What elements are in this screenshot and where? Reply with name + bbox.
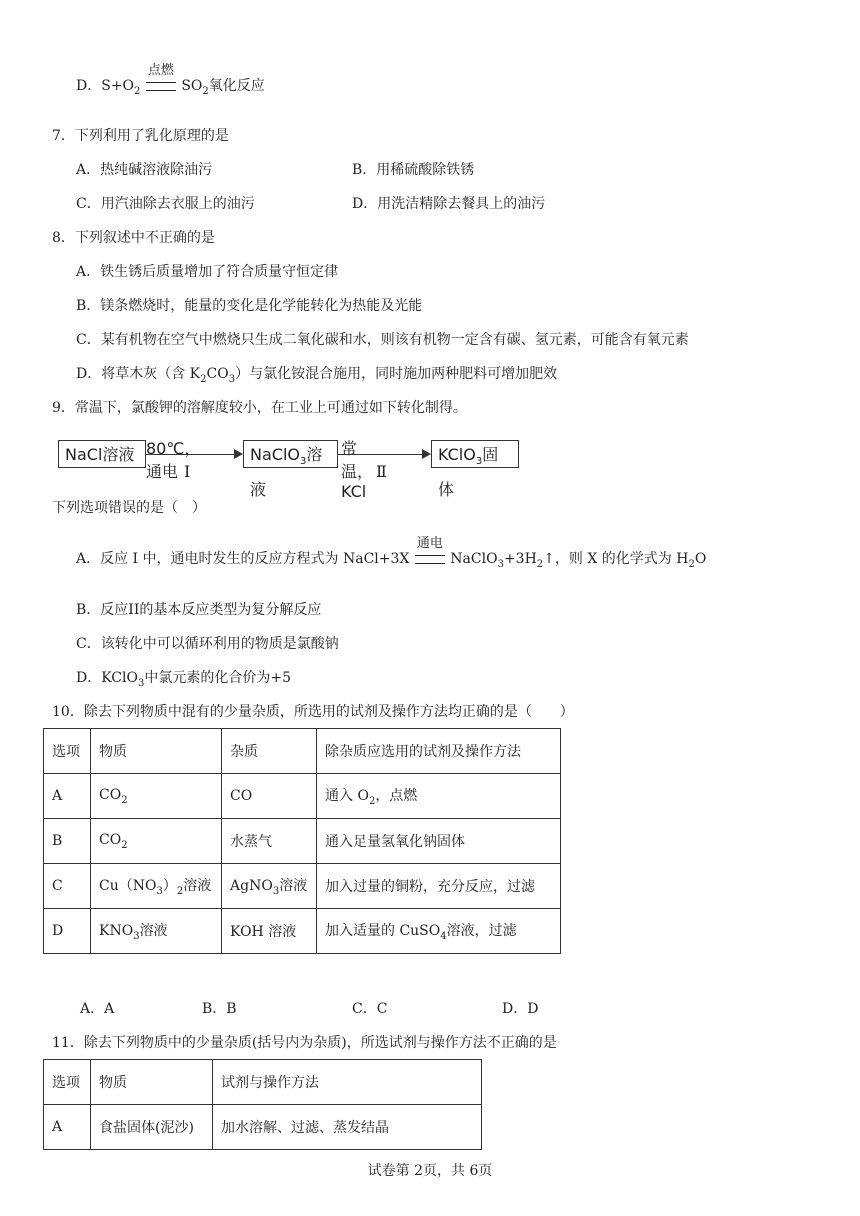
reaction-condition: 点燃 [145,76,177,96]
q9-sub-stem: 下列选项错误的是（ ） [52,500,206,516]
table-header: 物质 [91,729,222,774]
flow-arrowhead-2 [422,449,431,459]
table-header: 物质 [91,1060,213,1105]
q7-option-d: D．用洗洁精除去餐具上的油污 [352,196,546,212]
q7-stem: 7．下列利用了乳化原理的是 [52,128,229,144]
table-header: 选项 [44,729,91,774]
q10-table [43,728,561,954]
table-cell: D [44,909,91,954]
table-header: 选项 [44,1060,91,1105]
flow-arrowhead-1 [234,449,243,459]
table-cell: 加入适量的 CuSO$_4$溶液，过滤 [317,909,561,954]
q8-option-d: D．将草木灰（含 $K_2CO_3$）与氯化铵混合施用，同时施加两种肥料可增加肥效 [76,366,558,385]
flow-box-kclo3: KClO$_3$固体 [431,440,519,468]
table-cell: 加入过量的铜粉，充分反应，过滤 [317,864,561,909]
table-cell: $CO_2$ [91,819,222,864]
table-row [44,909,561,954]
table-cell: 通入足量氢氧化钠固体 [317,819,561,864]
q10-answer-c: C．C [352,1001,388,1017]
q9-option-b: B．反应II的基本反应类型为复分解反应 [76,602,322,618]
q10-answer-b: B．B [202,1001,237,1017]
table-cell: 水蒸气 [222,819,317,864]
q6-option-d: D．$S+O_2$ 点燃 $SO_2$氧化反应 [76,63,265,97]
table-cell: A [44,774,91,819]
flow-box-nacl: NaCl溶液 [58,440,146,468]
table-header: 试剂与操作方法 [213,1060,482,1105]
q8-stem: 8．下列叙述中不正确的是 [52,230,215,246]
table-cell: KOH 溶液 [222,909,317,954]
table-header: 杂质 [222,729,317,774]
reaction-condition: 通电 [414,549,446,569]
q7-option-c: C．用汽油除去衣服上的油污 [76,196,255,212]
q9-stem: 9．常温下，氯酸钾的溶解度较小，在工业上可通过如下转化制得。 [52,400,467,416]
q10-answer-d: D．D [502,1001,539,1017]
table-cell: 通入 $O_2$，点燃 [317,774,561,819]
flow-step-2: Ⅱ [376,462,387,481]
flow-step-1: Ⅰ [184,462,191,481]
q7-option-b: B．用稀硫酸除铁锈 [352,162,475,178]
table-cell: C [44,864,91,909]
q8-option-c: C．某有机物在空气中燃烧只生成二氧化碳和水，则该有机物一定含有碳、氢元素，可能含有氧元素 [76,332,689,348]
flow-arrow-2 [338,454,422,455]
table-row [44,774,561,819]
q9-option-d: D．KClO$_3$中氯元素的化合价为+5 [76,670,291,689]
table-cell: 加水溶解、过滤、蒸发结晶 [213,1105,482,1150]
q10-answer-a: A．A [80,1001,115,1017]
table-cell: CO [222,774,317,819]
table-row [44,864,561,909]
table-cell: B [44,819,91,864]
q8-option-b: B．镁条燃烧时，能量的变化是化学能转化为热能及光能 [76,298,423,314]
q9-option-c: C．该转化中可以循环利用的物质是氯酸钠 [76,636,339,652]
table-cell: 食盐固体(泥沙) [91,1105,213,1150]
q10-stem: 10．除去下列物质中混有的少量杂质，所选用的试剂及操作方法均正确的是（ ） [52,704,574,720]
q11-table [43,1059,482,1150]
table-cell: AgNO$_3$溶液 [222,864,317,909]
table-cell: $CO_2$ [91,774,222,819]
table-header-row [44,729,561,774]
q11-stem: 11．除去下列物质中的少量杂质(括号内为杂质)，所选试剂与操作方法不正确的是 [52,1035,557,1051]
q7-option-a: A．热纯碱溶液除油污 [76,162,213,178]
table-cell: A [44,1105,91,1150]
page-footer: 试卷第 2页，共 6页 [367,1163,493,1179]
flow-box-naclo3: NaClO$_3$溶液 [243,440,338,468]
flow-condition-2: 常温，KCl [341,439,374,501]
flow-arrow-1 [146,454,234,455]
table-row [44,1105,482,1150]
table-row [44,819,561,864]
flow-condition-1: 80℃，通电 [146,439,201,481]
table-header: 除杂质应选用的试剂及操作方法 [317,729,561,774]
table-header-row [44,1060,482,1105]
q9-option-a: A．反应 I 中，通电时发生的反应方程式为 NaCl+3X 通电 $NaClO_3+3H_2↑$，则 X 的化学式为 $H_2O$ [76,536,707,570]
table-cell: $Cu(NO_3)_2$溶液 [91,864,222,909]
table-cell: $KNO_3$溶液 [91,909,222,954]
q8-option-a: A．铁生锈后质量增加了符合质量守恒定律 [76,264,339,280]
